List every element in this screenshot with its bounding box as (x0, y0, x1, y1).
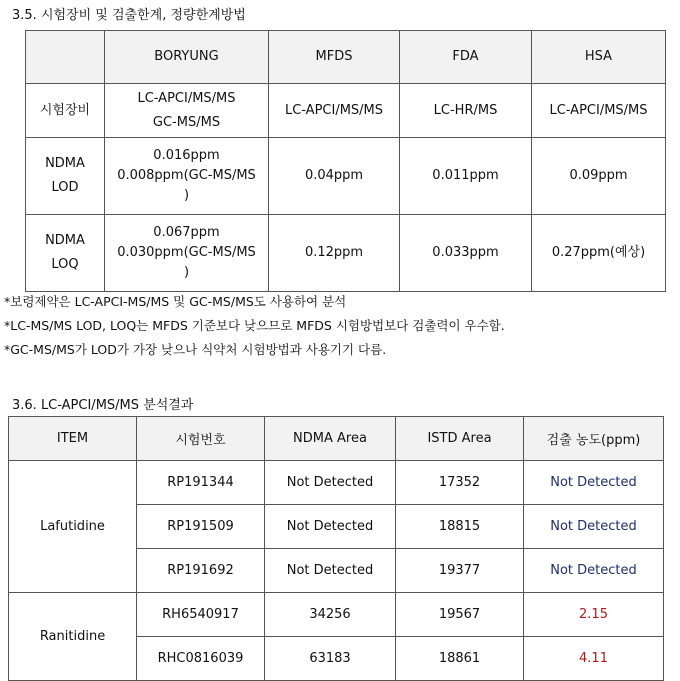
section-title-results: 3.6. LC-APCI/MS/MS 분석결과 (12, 398, 194, 413)
istd-area-cell: 18815 (396, 505, 524, 549)
cell-line: LOQ (51, 257, 79, 272)
ndma-area-cell: Not Detected (265, 461, 396, 505)
istd-area-cell: 17352 (396, 461, 524, 505)
concentration-cell: 2.15 (524, 593, 664, 637)
test-number-cell: RP191344 (137, 461, 265, 505)
note-line: *GC-MS/MS가 LOD가 가장 낮으나 식약처 시험방법과 사용기기 다름. (4, 342, 387, 357)
cell-fda-loq: 0.033ppm (400, 215, 532, 292)
concentration-cell: Not Detected (524, 549, 664, 593)
table-row (26, 138, 666, 215)
concentration-cell: 4.11 (524, 637, 664, 681)
cell-boryung-loq (105, 215, 269, 292)
istd-area-cell: 19567 (396, 593, 524, 637)
ndma-area-cell: Not Detected (265, 549, 396, 593)
concentration-cell: Not Detected (524, 505, 664, 549)
note-line: *LC-MS/MS LOD, LOQ는 MFDS 기준보다 낮으므로 MFDS 시험방법보다 검출력이 우수함. (4, 318, 505, 333)
ndma-area-cell: 63183 (265, 637, 396, 681)
cell-mfds-loq: 0.12ppm (269, 215, 400, 292)
cell-mfds-lod: 0.04ppm (269, 138, 400, 215)
table-header-row (9, 417, 664, 461)
notes (4, 290, 505, 362)
istd-area-cell: 18861 (396, 637, 524, 681)
cell-fda-lod: 0.011ppm (400, 138, 532, 215)
istd-area-cell: 19377 (396, 549, 524, 593)
header-cell-istd-area: ISTD Area (396, 417, 524, 461)
analysis-results-table (8, 416, 664, 681)
header-cell-test-number: 시험번호 (137, 417, 265, 461)
header-cell-mfds: MFDS (269, 31, 400, 84)
test-number-cell: RP191692 (137, 549, 265, 593)
table-row (9, 593, 664, 637)
cell-line: NDMA (45, 233, 85, 248)
section-title-equipment: 3.5. 시험장비 및 검출한계, 정량한계방법 (12, 8, 246, 23)
cell-line: NDMA (45, 156, 85, 171)
cell-line: 0.016ppm (153, 148, 220, 163)
row-label-loq (26, 215, 105, 292)
cell-line: 0.030ppm(GC-MS/MS (117, 245, 256, 260)
test-number-cell: RH6540917 (137, 593, 265, 637)
table-row (9, 461, 664, 505)
cell-hsa-loq: 0.27ppm(예상) (532, 215, 666, 292)
equipment-limits-table (25, 30, 666, 292)
header-cell-boryung: BORYUNG (105, 31, 269, 84)
table-row (26, 84, 666, 138)
cell-line: ) (183, 188, 190, 203)
cell-boryung-equipment (105, 84, 269, 138)
header-cell-fda: FDA (400, 31, 532, 84)
row-label-lod (26, 138, 105, 215)
cell-line: ) (183, 265, 190, 280)
cell-line: 0.067ppm (153, 225, 220, 240)
item-cell-ranitidine: Ranitidine (9, 593, 137, 681)
cell-line: GC-MS/MS (152, 114, 221, 130)
header-cell-empty (26, 31, 105, 84)
table-row (26, 215, 666, 292)
header-cell-ndma-area: NDMA Area (265, 417, 396, 461)
cell-mfds-equipment: LC-APCI/MS/MS (269, 84, 400, 138)
header-cell-concentration: 검출 농도(ppm) (524, 417, 664, 461)
cell-hsa-lod: 0.09ppm (532, 138, 666, 215)
cell-hsa-equipment: LC-APCI/MS/MS (532, 84, 666, 138)
row-label-equipment: 시험장비 (26, 84, 105, 138)
cell-boryung-lod (105, 138, 269, 215)
table-header-row (26, 31, 666, 84)
note-line: *보령제약은 LC-APCI-MS/MS 및 GC-MS/MS도 사용하여 분석 (4, 294, 347, 309)
header-cell-item: ITEM (9, 417, 137, 461)
cell-fda-equipment: LC-HR/MS (400, 84, 532, 138)
test-number-cell: RP191509 (137, 505, 265, 549)
test-number-cell: RHC0816039 (137, 637, 265, 681)
cell-line: LC-APCI/MS/MS (137, 90, 236, 106)
cell-line: LOD (51, 180, 79, 195)
cell-line: 0.008ppm(GC-MS/MS (117, 168, 256, 183)
ndma-area-cell: Not Detected (265, 505, 396, 549)
ndma-area-cell: 34256 (265, 593, 396, 637)
item-cell-lafutidine: Lafutidine (9, 461, 137, 593)
header-cell-hsa: HSA (532, 31, 666, 84)
concentration-cell: Not Detected (524, 461, 664, 505)
